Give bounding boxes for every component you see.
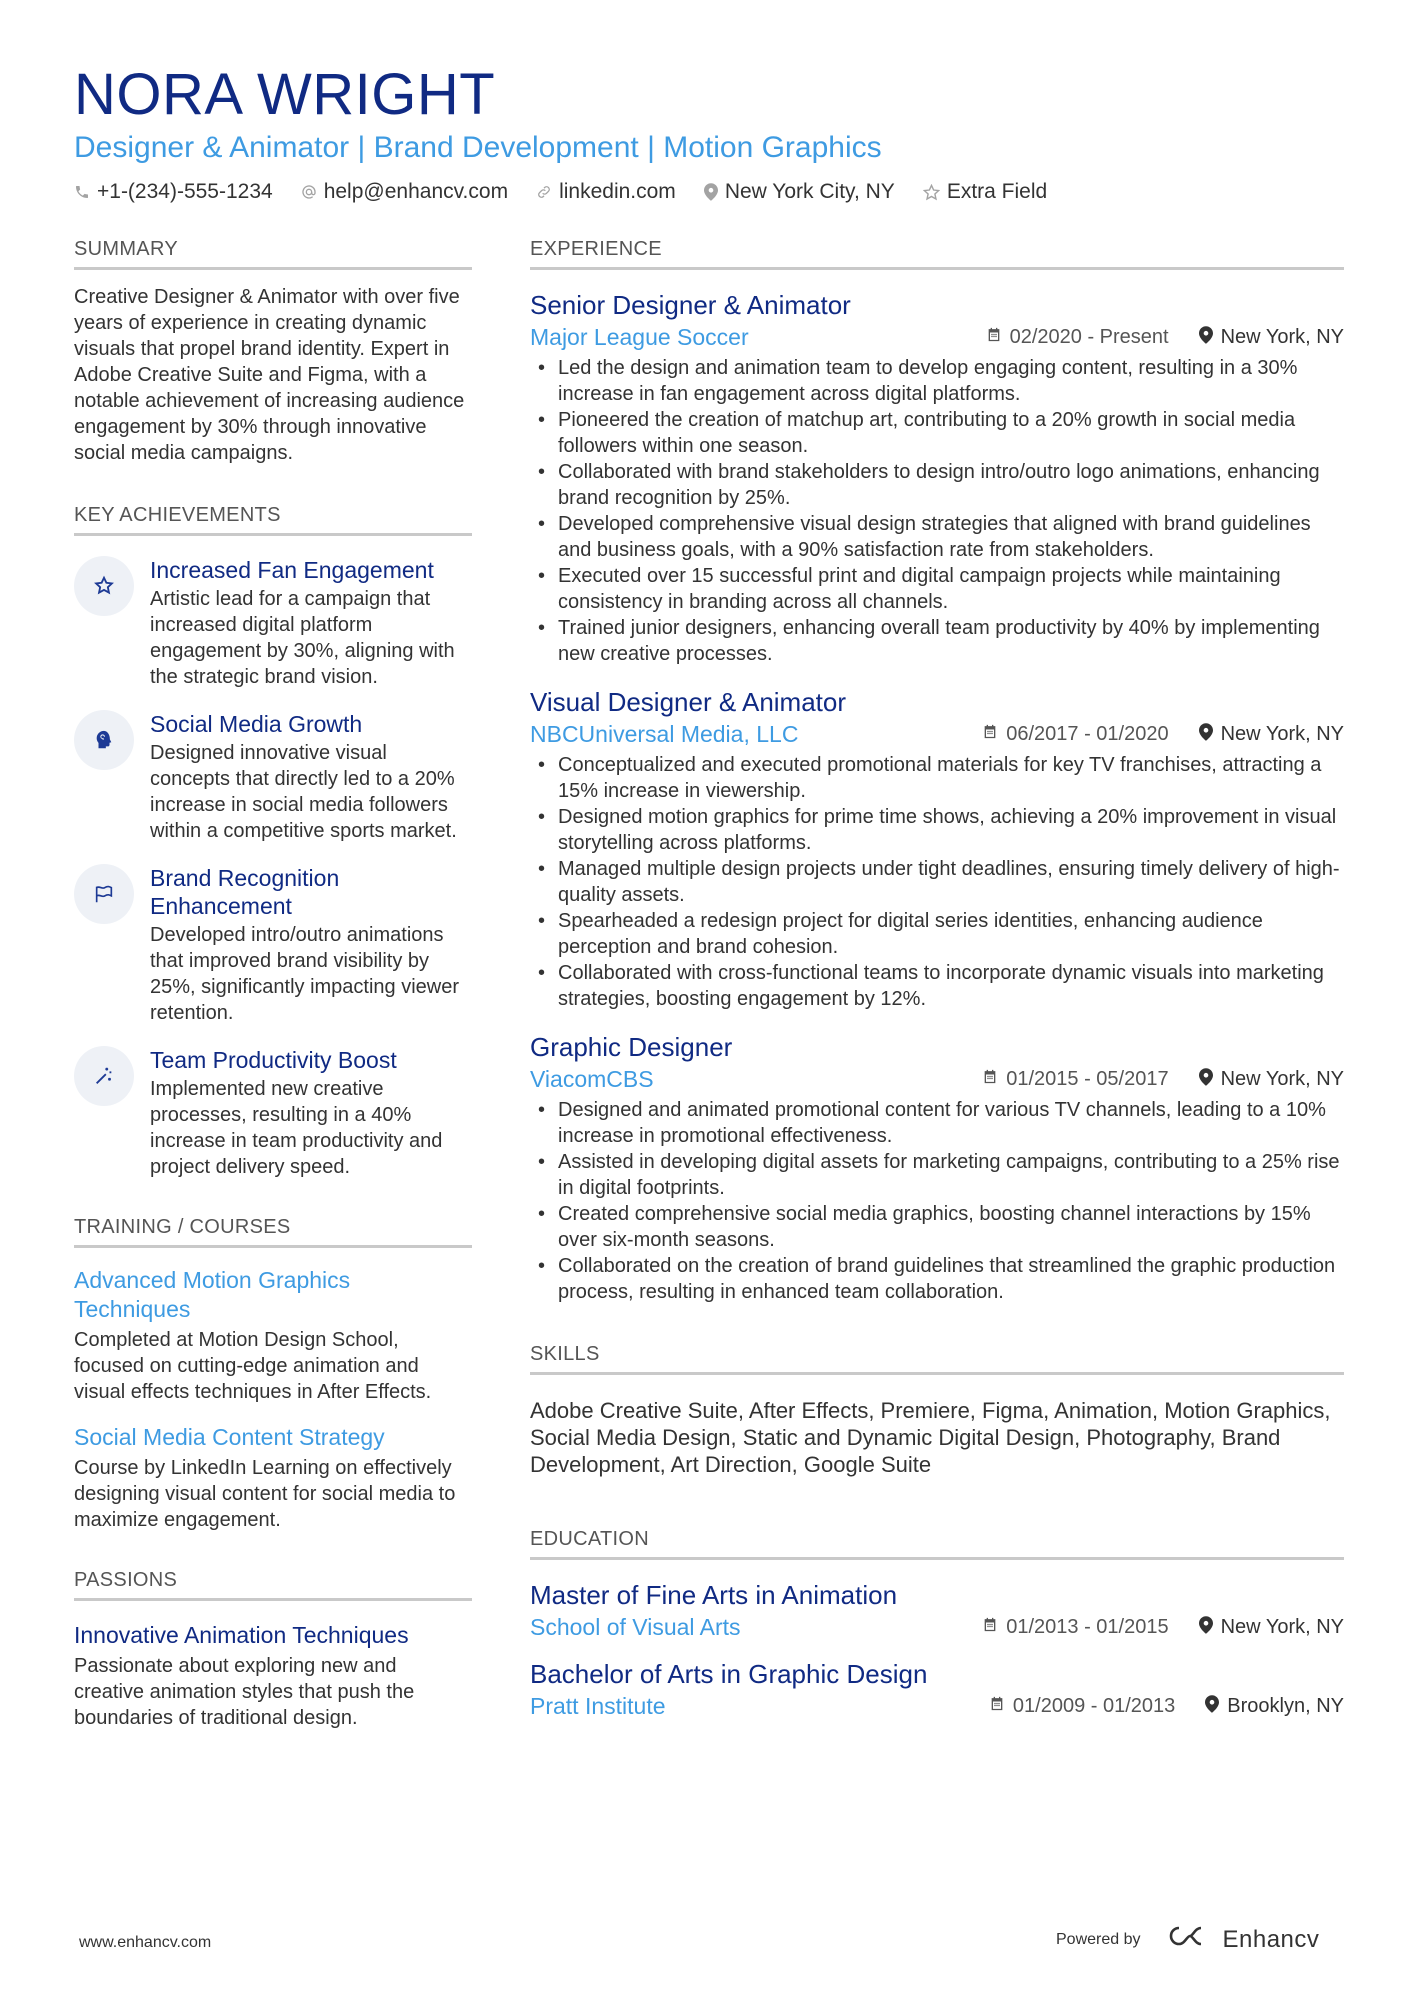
job-location: New York, NY [1199, 723, 1344, 747]
course-desc: Course by LinkedIn Learning on effectively designing visual content for social media to maximize engagement. [74, 1457, 456, 1531]
location-pin-icon [1205, 1695, 1219, 1719]
job-bullet: • Collaborated with brand stakeholders to design intro/outro logo animations, enhancing brand recognition by 25%. [530, 459, 1344, 511]
head-idea-icon [74, 710, 134, 770]
achievements-heading: KEY ACHIEVEMENTS [74, 504, 472, 536]
flag-icon [74, 864, 134, 924]
footer-website[interactable]: www.enhancv.com [79, 1934, 212, 1951]
job-dates: 01/2015 - 05/2017 [982, 1068, 1168, 1091]
job-bullet: • Created comprehensive social media graphics, boosting channel interactions by 15% over six-month seasons. [530, 1201, 1344, 1253]
achievement-item [74, 710, 472, 844]
achievement-item [74, 556, 472, 690]
contact-phone-text: +1-(234)-555-1234 [97, 180, 273, 203]
achievement-title: Increased Fan Engagement [150, 557, 434, 583]
achievement-desc: Artistic lead for a campaign that increased digital platform engagement by 30%, aligning with the strategic brand vision. [150, 588, 455, 688]
job-bullets [530, 752, 1344, 1012]
degree-title: Bachelor of Arts in Graphic Design [530, 1659, 928, 1689]
passions-heading: PASSIONS [74, 1569, 472, 1601]
summary-section [74, 238, 472, 466]
passions-section [74, 1569, 472, 1731]
job-bullet: • Designed and animated promotional content for various TV channels, leading to a 10% increase in promotional effectiveness. [530, 1097, 1344, 1149]
job-bullet: • Designed motion graphics for prime time shows, achieving a 20% improvement in visual storytelling across platforms. [530, 804, 1344, 856]
education-location: Brooklyn, NY [1205, 1695, 1344, 1719]
achievement-desc: Designed innovative visual concepts that directly led to a 20% increase in social media followers within a competitive sports market. [150, 742, 457, 842]
education-location: New York, NY [1199, 1616, 1344, 1640]
achievement-desc: Developed intro/outro animations that improved brand visibility by 25%, significantly impacting viewer retention. [150, 924, 460, 1024]
job-entry [530, 288, 1344, 667]
right-column [530, 238, 1344, 1720]
achievement-item [74, 1046, 472, 1180]
contact-linkedin[interactable] [536, 180, 676, 204]
school-name: Pratt Institute [530, 1693, 666, 1719]
job-bullet: • Collaborated with cross-functional teams to incorporate dynamic visuals into marketing strategies, boosting engagement by 12%. [530, 960, 1344, 1012]
company-name: NBCUniversal Media, LLC [530, 721, 799, 747]
degree-title: Master of Fine Arts in Animation [530, 1580, 898, 1610]
school-name: School of Visual Arts [530, 1614, 741, 1640]
achievement-title: Social Media Growth [150, 711, 363, 737]
skills-section [530, 1343, 1344, 1478]
company-name: ViacomCBS [530, 1066, 654, 1092]
job-dates: 02/2020 - Present [986, 326, 1169, 349]
education-dates: 01/2013 - 01/2015 [982, 1616, 1168, 1639]
skills-heading: SKILLS [530, 1343, 1344, 1375]
job-location: New York, NY [1199, 326, 1344, 350]
magic-wand-icon [74, 1046, 134, 1106]
job-entry [530, 1030, 1344, 1305]
calendar-icon [989, 1695, 1005, 1718]
infinity-icon [1167, 1924, 1213, 1955]
job-bullets [530, 355, 1344, 667]
training-heading: TRAINING / COURSES [74, 1216, 472, 1248]
contact-phone[interactable] [74, 180, 273, 204]
company-name: Major League Soccer [530, 324, 749, 350]
contact-location-text: New York City, NY [724, 180, 895, 203]
location-pin-icon [1199, 723, 1213, 747]
contact-extra-text: Extra Field [946, 180, 1048, 203]
achievement-title: Brand Recognition Enhancement [150, 865, 340, 919]
left-column [74, 238, 472, 1731]
summary-heading: SUMMARY [74, 238, 472, 270]
job-bullets [530, 1097, 1344, 1305]
candidate-name: NORA WRIGHT [74, 62, 496, 127]
passion-title: Innovative Animation Techniques [74, 1622, 409, 1648]
phone-icon [74, 184, 90, 200]
passion-desc: Passionate about exploring new and creative animation styles that push the boundaries of traditional design. [74, 1655, 415, 1729]
education-heading: EDUCATION [530, 1528, 1344, 1560]
job-bullet: • Pioneered the creation of matchup art, contributing to a 20% growth in social media followers within one season. [530, 407, 1344, 459]
powered-by-text: Powered by [1056, 1930, 1141, 1948]
job-title: Senior Designer & Animator [530, 290, 851, 320]
course-item [74, 1423, 472, 1533]
course-title: Social Media Content Strategy [74, 1424, 385, 1450]
course-desc: Completed at Motion Design School, focused on cutting-edge animation and visual effects techniques in After Effects. [74, 1329, 432, 1403]
contact-email-text: help@enhancv.com [323, 180, 509, 203]
header [74, 62, 1344, 204]
education-section [530, 1528, 1344, 1720]
contact-location [704, 180, 895, 204]
calendar-icon [982, 1616, 998, 1639]
achievement-item [74, 864, 472, 1026]
location-pin-icon [1199, 1068, 1213, 1092]
link-icon [536, 184, 552, 200]
job-title: Graphic Designer [530, 1032, 733, 1062]
job-bullet: • Assisted in developing digital assets for marketing campaigns, contributing to a 25% rise in digital footprints. [530, 1149, 1344, 1201]
candidate-subtitle: Designer & Animator | Brand Development | Motion Graphics [74, 131, 882, 164]
job-title: Visual Designer & Animator [530, 687, 847, 717]
education-entry [530, 1657, 1344, 1720]
location-pin-icon [704, 183, 718, 201]
achievement-title: Team Productivity Boost [150, 1047, 397, 1073]
achievements-section [74, 504, 472, 1180]
training-section [74, 1216, 472, 1533]
calendar-icon [982, 723, 998, 746]
course-title: Advanced Motion Graphics Techniques [74, 1267, 351, 1322]
contact-bar [74, 180, 1344, 204]
job-bullet: • Managed multiple design projects under tight deadlines, ensuring timely delivery of high-quality assets. [530, 856, 1344, 908]
skills-text: Adobe Creative Suite, After Effects, Premiere, Figma, Animation, Motion Graphics, Social Media Design, Static and Dynamic Digital Design, Photography, Brand Development, Art Direction, Google Suite [530, 1398, 1331, 1477]
job-bullet: • Spearheaded a redesign project for digital series identities, enhancing audience perception and brand cohesion. [530, 908, 1344, 960]
education-dates: 01/2009 - 01/2013 [989, 1695, 1175, 1718]
experience-section [530, 238, 1344, 1305]
star-outline-icon [923, 184, 940, 201]
location-pin-icon [1199, 326, 1213, 350]
experience-heading: EXPERIENCE [530, 238, 1344, 270]
footer-brand [1056, 1924, 1319, 1955]
location-pin-icon [1199, 1616, 1213, 1640]
job-dates: 06/2017 - 01/2020 [982, 723, 1168, 746]
at-icon [301, 184, 317, 200]
job-bullet: • Trained junior designers, enhancing overall team productivity by 40% by implementing new creative processes. [530, 615, 1344, 667]
achievement-desc: Implemented new creative processes, resulting in a 40% increase in team productivity and project delivery speed. [150, 1078, 443, 1178]
summary-text: Creative Designer & Animator with over five years of experience in creating dynamic visuals that propel brand identity. Expert in Adobe Creative Suite and Figma, with a notable achievement of increasing audience engagement by 30% through innovative social media campaigns. [74, 286, 465, 464]
calendar-icon [982, 1068, 998, 1091]
star-icon [74, 556, 134, 616]
course-item [74, 1266, 472, 1405]
job-location: New York, NY [1199, 1068, 1344, 1092]
job-bullet: • Led the design and animation team to develop engaging content, resulting in a 30% increase in fan engagement across digital platforms. [530, 355, 1344, 407]
job-bullet: • Conceptualized and executed promotional materials for key TV franchises, attracting a 15% increase in viewership. [530, 752, 1344, 804]
job-entry [530, 685, 1344, 1012]
contact-extra [923, 180, 1047, 204]
contact-email[interactable] [301, 180, 508, 204]
education-entry [530, 1578, 1344, 1641]
calendar-icon [986, 326, 1002, 349]
brand-name: Enhancv [1222, 1925, 1320, 1953]
enhancv-logo[interactable] [1167, 1924, 1320, 1955]
contact-linkedin-text: linkedin.com [559, 180, 676, 203]
job-bullet: • Developed comprehensive visual design strategies that aligned with brand guidelines and business goals, with a 90% satisfaction rate from stakeholders. [530, 511, 1344, 563]
job-bullet: • Executed over 15 successful print and digital campaign projects while maintaining consistency in branding across all channels. [530, 563, 1344, 615]
job-bullet: • Collaborated on the creation of brand guidelines that streamlined the graphic production process, resulting in enhanced team collaboration. [530, 1253, 1344, 1305]
